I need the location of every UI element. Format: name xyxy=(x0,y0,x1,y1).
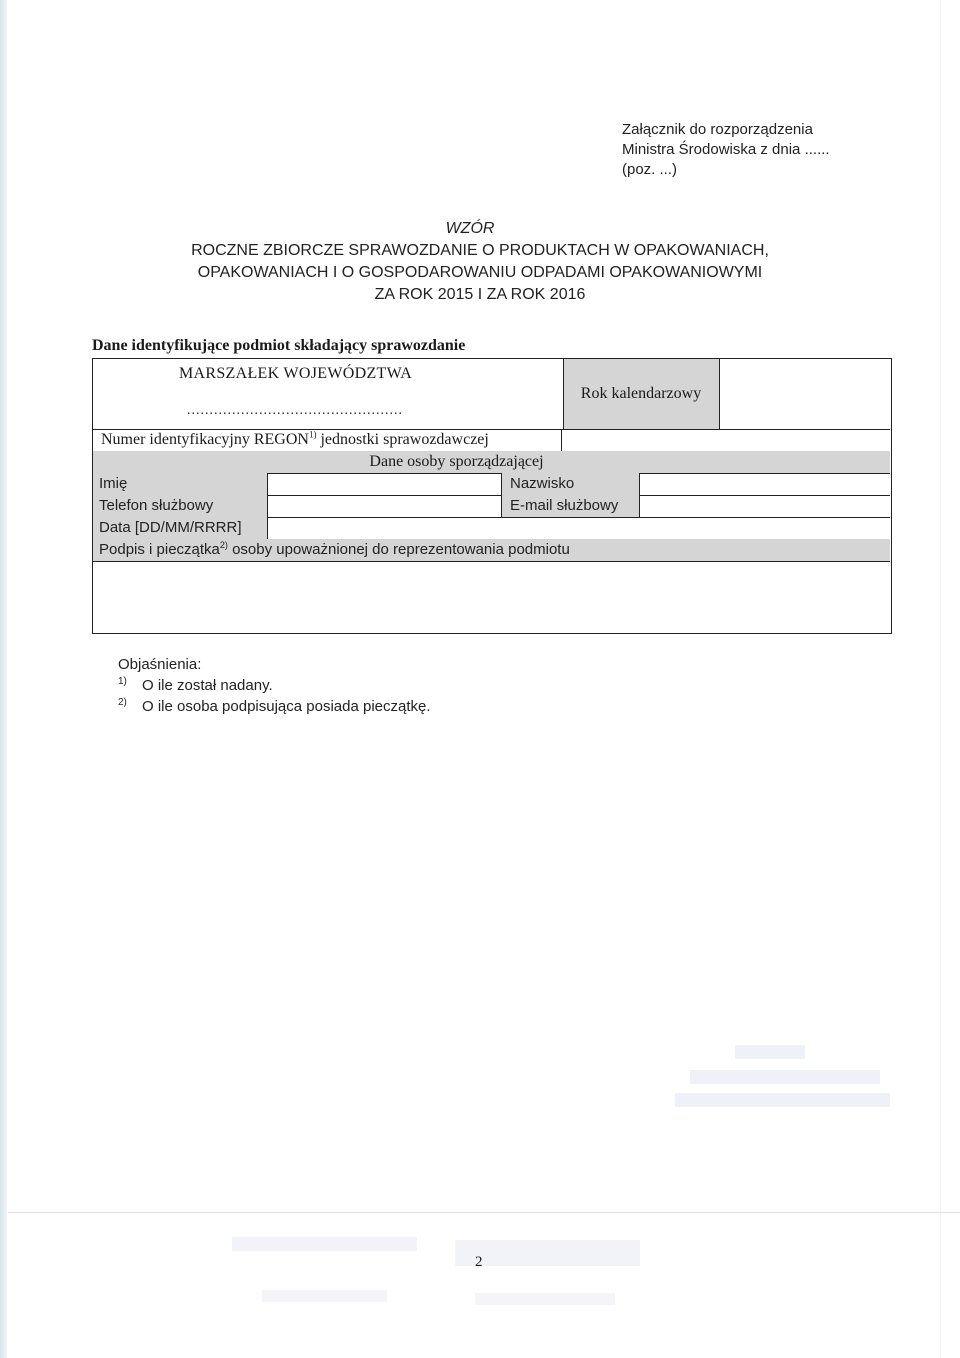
signature-header xyxy=(93,539,890,561)
calendar-year-field[interactable] xyxy=(720,359,890,429)
calendar-year-label: Rok kalendarzowy xyxy=(563,359,719,429)
signature-field[interactable] xyxy=(93,562,890,632)
report-form xyxy=(92,358,892,634)
title-line-3: ZA ROK 2015 I ZA ROK 2016 xyxy=(374,286,586,303)
document-title xyxy=(0,218,960,306)
margin-rule xyxy=(940,0,941,1358)
phone-field[interactable] xyxy=(268,495,501,517)
signature-footnote-ref: 2) xyxy=(219,540,228,550)
regon-label-suffix: jednostki sprawozdawczej xyxy=(316,431,489,448)
footnote-1 xyxy=(118,675,431,696)
regon-label xyxy=(93,429,561,451)
annex-note-line-2: Ministra Środowiska z dnia ...... xyxy=(622,141,830,158)
annex-note xyxy=(622,120,830,180)
last-name-label: Nazwisko xyxy=(502,473,639,495)
footnote-1-text: O ile został nadany. xyxy=(142,677,273,694)
preparer-section-header: Dane osoby sporządzającej xyxy=(93,451,890,473)
date-field[interactable] xyxy=(268,517,890,539)
date-label: Data [DD/MM/RRRR] xyxy=(93,517,267,539)
template-label: WZÓR xyxy=(445,220,495,237)
voivodeship-fill-line[interactable]: ................................................ xyxy=(187,403,403,418)
email-label: E-mail służbowy xyxy=(502,495,639,517)
page-divider xyxy=(8,1212,960,1213)
annex-note-line-3: (poz. ...) xyxy=(622,161,678,178)
subject-section-label: Dane identyfikujące podmiot składający sprawozdanie xyxy=(92,337,466,354)
email-field[interactable] xyxy=(640,495,890,517)
explanations-title: Objaśnienia: xyxy=(118,656,202,673)
signature-label-suffix: osoby upoważnionej do reprezentowania podmiotu xyxy=(227,541,570,558)
footnote-1-ref: 1) xyxy=(118,676,127,687)
first-name-label: Imię xyxy=(93,473,267,495)
last-name-field[interactable] xyxy=(640,473,890,495)
marshal-label: MARSZAŁEK WOJEWÓDZTWA xyxy=(179,365,413,382)
title-line-2: OPAKOWANIACH I O GOSPODAROWANIU ODPADAMI OPAKOWANIOWYMI xyxy=(197,264,763,281)
regon-field[interactable] xyxy=(562,429,890,451)
phone-label: Telefon służbowy xyxy=(93,495,267,517)
annex-note-line-1: Załącznik do rozporządzenia xyxy=(622,121,813,138)
footnote-2 xyxy=(118,696,431,717)
footnote-2-text: O ile osoba podpisująca posiada pieczątkę. xyxy=(142,698,431,715)
page-number: 2 xyxy=(475,1254,483,1270)
regon-footnote-ref: 1) xyxy=(308,429,317,440)
title-line-1: ROCZNE ZBIORCZE SPRAWOZDANIE O PRODUKTACH W OPAKOWANIACH, xyxy=(191,242,769,259)
footnote-2-ref: 2) xyxy=(118,697,127,708)
first-name-field[interactable] xyxy=(268,473,501,495)
signature-label-text: Podpis i pieczątka xyxy=(99,541,220,558)
scan-edge xyxy=(0,0,7,1358)
explanations xyxy=(118,654,431,717)
regon-label-text: Numer identyfikacyjny REGON xyxy=(101,431,309,448)
